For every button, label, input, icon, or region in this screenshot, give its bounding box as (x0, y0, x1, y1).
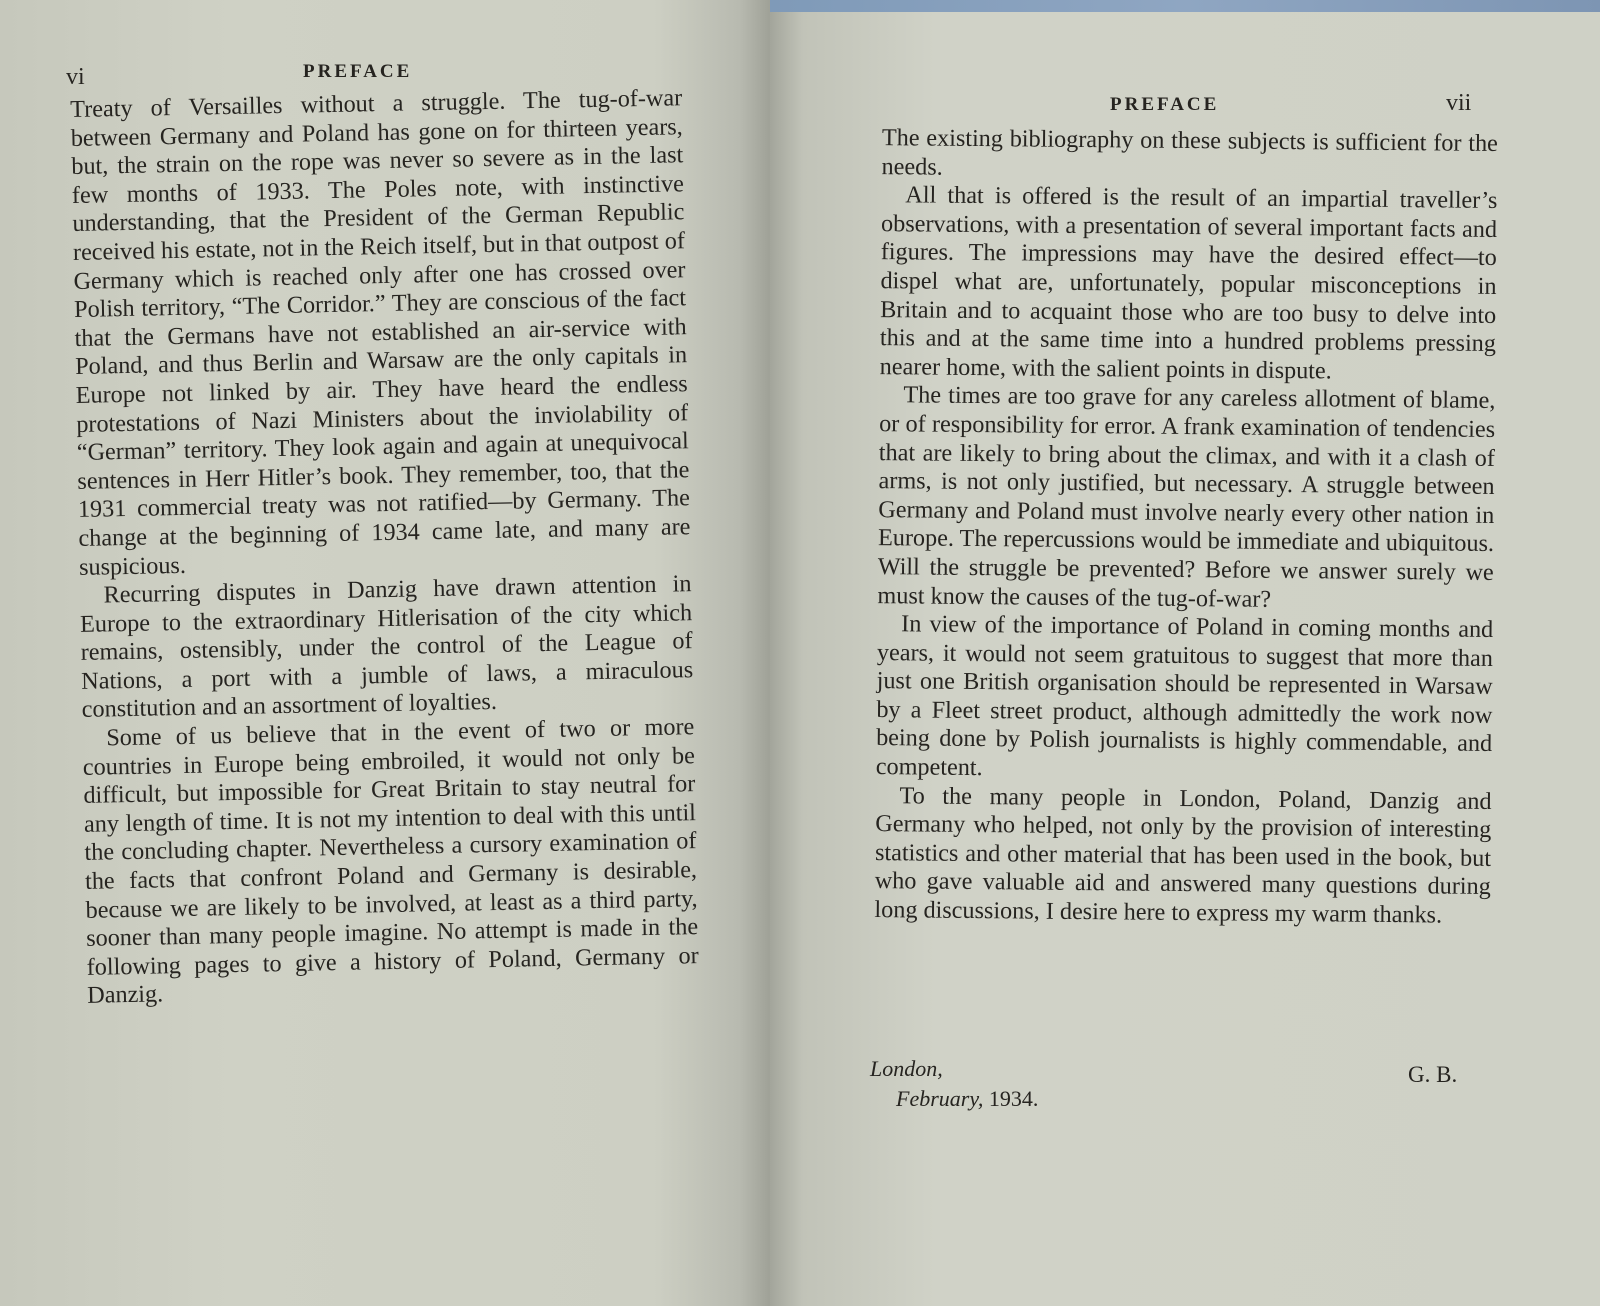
signature-date-month: February, (896, 1086, 984, 1111)
page-number-left: vi (66, 64, 85, 90)
paragraph: Recurring disputes in Danzig have drawn attention in Europe to the extraordinary Hitlerisation of the city which remains, ostensibly, under the control of the League of Nations, a port with a jumble of laws, a miraculous constitution and an assortment of loyalties. (79, 570, 694, 724)
paragraph: All that is offered is the result of an impartial traveller’s observations, with a presentation of several important facts and figures. The impressions may have the desired effect—to dispel what are, unfortunately, popular misconceptions in Britain and to acquaint those who are too busy to delve into this and at the same time into a hundred problems pressing nearer home, with the salient points in dispute. (879, 181, 1498, 385)
signature-date (896, 1086, 1038, 1112)
right-page-body (874, 124, 1498, 931)
paragraph: The times are too grave for any careless allotment of blame, or of responsibility for error. A frank examination of tendencies that are likely to bring about the climax, and with it a clash of arms, is not only justified, but necessary. A struggle between Germany and Poland must involve nearly every other nation in Europe. The repercussions would be immediate and ubiquitous. Will the struggle be prevented? Before we answer surely we must know the causes of the tug-of-war? (877, 381, 1496, 613)
signature-date-year: 1934. (988, 1086, 1039, 1111)
paragraph: Treaty of Versailles without a struggle. The tug-of-war between Germany and Poland has gone on for thirteen years, but, the strain on the rope was never so severe as in the last few months of 1933. The Poles note, with instinctive understanding, that the President of the German Republic received his estate, not in the Reich itself, but in that outpost of Germany which is reached only after one has crossed over Polish territory, “The Corridor.” They are conscious of the fact that the Germans have not established an air-service with Poland, and thus Berlin and Warsaw are the only capitals in Europe not linked by air. They have heard the endless protestations of Nazi Ministers about the inviolability of “German” territory. They look again and again at unequivocal sentences in Herr Hitler’s book. They remember, too, that the 1931 commercial treaty was not ratified—by Germany. The change at the beginning of 1934 came late, and many are suspicious. (70, 84, 691, 581)
running-head-left: PREFACE (303, 61, 413, 82)
running-head-right: PREFACE (1110, 94, 1220, 115)
paragraph: Some of us believe that in the event of two or more countries in Europe being embroiled, it would not only be difficult, but impossible for Great Britain to stay neutral for any length of time. It is not my intention to deal with this until the concluding chapter. Nevertheless a cursory examination of the facts that confront Poland and Germany is desirable, because we are likely to be involved, at least as a third party, sooner than many people imagine. No attempt is made in the following pages to give a history of Poland, Germany or Danzig. (82, 713, 699, 1010)
right-page (770, 12, 1600, 1306)
signature-initials: G. B. (1408, 1062, 1458, 1087)
left-page (0, 0, 770, 1306)
paragraph: To the many people in London, Poland, Danzig and Germany who helped, not only by the provision of interesting statistics and other material that has been used in the book, but who gave valuable aid and answered many questions during long discussions, I desire here to express my warm thanks. (874, 781, 1492, 929)
left-page-body (70, 84, 699, 1011)
paragraph: The existing bibliography on these subjects is sufficient for the needs. (881, 124, 1498, 181)
paragraph: In view of the importance of Poland in coming months and years, it would not seem gratuitous to suggest that more than just one British organisation should be represented in Warsaw by a Fleet street product, although admittedly the work now being done by Polish journalists is highly commendable, and competent. (875, 610, 1494, 782)
signature-place: London, (870, 1056, 943, 1081)
page-number-right: vii (1446, 90, 1472, 116)
